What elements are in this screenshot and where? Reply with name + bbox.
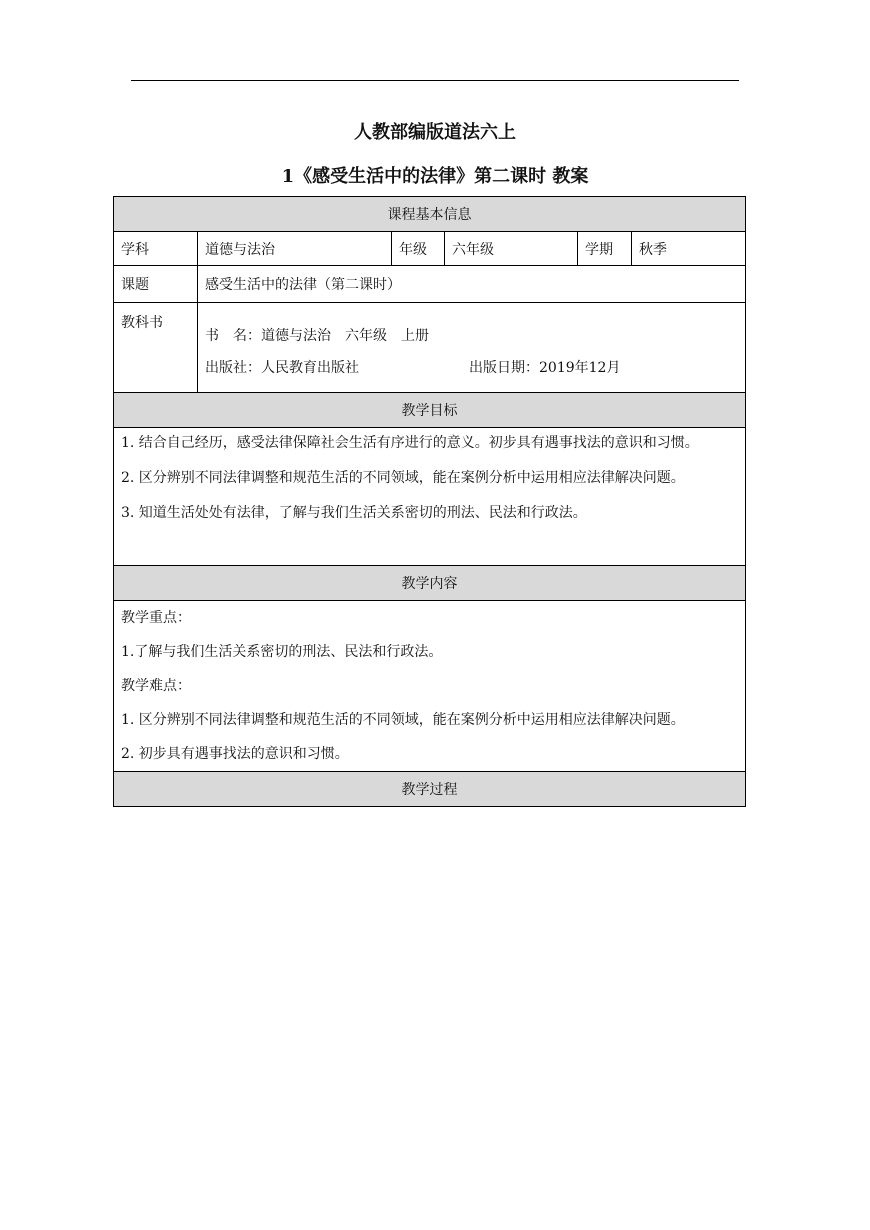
header-rule [131, 80, 739, 81]
basic-info-header: 课程基本信息 [114, 197, 746, 232]
doc-subtitle: 1《感受生活中的法律》第二课时 教案 [281, 166, 589, 187]
content-header: 教学内容 [114, 566, 746, 601]
book-name: 书 名：道德与法治 六年级 上册 [205, 328, 429, 344]
goals-list [114, 428, 746, 566]
difficult-points-label: 教学难点： [121, 678, 191, 694]
publisher: 出版社：人民教育出版社 [205, 360, 359, 376]
textbook-info [198, 303, 746, 393]
goals-header: 教学目标 [114, 393, 746, 428]
goal-item: 3. 知道生活处处有法律，了解与我们生活关系密切的刑法、民法和行政法。 [121, 505, 587, 521]
key-point-item: 1.了解与我们生活关系密切的刑法、民法和行政法。 [121, 644, 443, 660]
subject-value: 道德与法治 [198, 232, 392, 266]
grade-label: 年级 [392, 232, 445, 266]
lesson-plan-table [113, 196, 746, 807]
process-header: 教学过程 [114, 772, 746, 807]
grade-value: 六年级 [445, 232, 578, 266]
textbook-label: 教科书 [114, 303, 198, 393]
content-body [114, 601, 746, 772]
goal-item: 1. 结合自己经历，感受法律保障社会生活有序进行的意义。初步具有遇事找法的意识和习惯。 [121, 435, 699, 451]
term-label: 学期 [578, 232, 632, 266]
goal-item: 2. 区分辨别不同法律调整和规范生活的不同领域，能在案例分析中运用相应法律解决问题。 [121, 470, 685, 486]
term-value: 秋季 [632, 232, 746, 266]
topic-value: 感受生活中的法律（第二课时） [198, 266, 746, 303]
difficult-point-item: 2. 初步具有遇事找法的意识和习惯。 [121, 746, 349, 762]
publisher-line [205, 357, 738, 379]
pub-date: 出版日期：2019年12月 [469, 360, 621, 376]
subject-label: 学科 [114, 232, 198, 266]
difficult-point-item: 1. 区分辨别不同法律调整和规范生活的不同领域，能在案例分析中运用相应法律解决问题。 [121, 712, 685, 728]
key-points-label: 教学重点： [121, 610, 191, 626]
topic-label: 课题 [114, 266, 198, 303]
doc-title: 人教部编版道法六上 [354, 122, 516, 143]
